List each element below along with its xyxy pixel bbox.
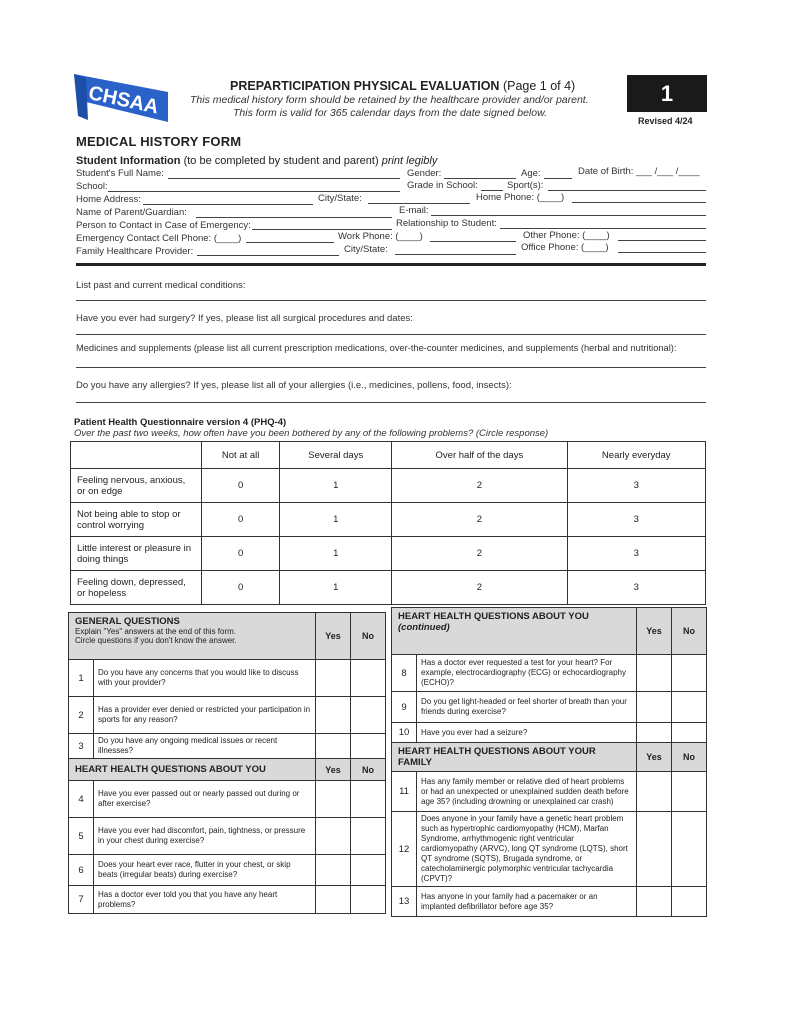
email-line[interactable] [431,215,706,216]
header-page: (Page 1 of 4) [502,79,576,93]
question-row [392,723,707,743]
no-cell[interactable] [672,772,707,812]
question-number: 13 [392,887,417,917]
question-text: Has anyone in your family had a pacemaker or an implanted defibrillator before age 35? [417,887,637,917]
no-cell[interactable] [672,723,707,743]
no-cell[interactable] [351,818,386,855]
provider-city-line[interactable] [395,254,516,255]
no-cell[interactable] [351,855,386,886]
heart-you-cont-title: HEART HEALTH QUESTIONS ABOUT YOU [398,611,589,622]
heart-family-header-row [392,743,707,772]
question-text: Has a provider ever denied or restricted your participation in sports for any reason? [94,697,316,734]
chsaa-logo [72,70,172,130]
provider-city-label: City/State: [344,244,388,255]
question-row [69,734,386,759]
question-row [392,812,707,887]
school-line[interactable] [108,191,400,192]
question-number: 7 [69,886,94,914]
question-row [69,697,386,734]
phq-response[interactable]: 0 [202,571,280,605]
age-label: Age: [521,168,541,179]
city-state-line[interactable] [368,203,470,204]
home-phone-line[interactable] [572,202,706,203]
yes-cell[interactable] [637,812,672,887]
question-row [69,855,386,886]
phq-response[interactable]: 1 [280,571,392,605]
left-questions-table [68,612,386,914]
no-cell[interactable] [672,655,707,692]
student-info-note: print legibly [381,155,438,167]
question-text: Have you ever passed out or nearly passed out during or after exercise? [94,781,316,818]
healthcare-provider-label: Family Healthcare Provider: [76,246,194,257]
yes-cell[interactable] [316,818,351,855]
no-header: No [351,613,386,660]
phq-row-label: Little interest or pleasure in doing things [71,537,202,571]
no-header: No [672,743,707,772]
city-state-label: City/State: [318,193,362,204]
relationship-line[interactable] [500,228,706,229]
general-note-1: Explain "Yes" answers at the end of this form. [75,627,237,636]
phq-col-header: Over half of the days [392,442,567,469]
form-header-title [230,79,575,93]
heart-you-cont-note: (continued) [398,622,450,633]
no-cell[interactable] [351,697,386,734]
yes-header: Yes [316,613,351,660]
question-row [392,887,707,917]
other-phone-line[interactable] [618,240,706,241]
question-text: Has any family member or relative died of heart problems or had an unexpected or unexplained sudden death before age 35? (including drowning or unexplained car crash) [417,772,637,812]
phq-col-header: Nearly everyday [567,442,706,469]
surgery-question: Have you ever had surgery? If yes, please list all surgical procedures and dates: [76,313,413,324]
yes-cell[interactable] [637,655,672,692]
no-cell[interactable] [672,692,707,723]
phq-col-header: Not at all [202,442,280,469]
yes-cell[interactable] [316,781,351,818]
work-phone-line[interactable] [430,241,516,242]
question-row [69,781,386,818]
question-row [69,886,386,914]
question-text: Have you ever had a seizure? [417,723,637,743]
yes-cell[interactable] [637,723,672,743]
no-cell[interactable] [672,812,707,887]
question-number: 2 [69,697,94,734]
right-questions-table [391,607,707,917]
yes-cell[interactable] [637,887,672,917]
sport-label: Sport(s): [507,180,544,191]
heart-you-header [69,759,316,781]
emergency-cell-label: Emergency Contact Cell Phone: (____) [76,233,242,244]
other-phone-label: Other Phone: (____) [523,230,610,241]
medical-conditions-question: List past and current medical conditions: [76,280,246,291]
yes-cell[interactable] [316,734,351,759]
heart-you-cont-header [392,608,637,655]
yes-cell[interactable] [316,660,351,697]
question-text: Has a doctor ever requested a test for your heart? For example, electrocardiography (ECG) or echocardiography (ECHO)? [417,655,637,692]
question-number: 6 [69,855,94,886]
heart-you-cont-header-row [392,608,707,655]
general-header-row [69,613,386,660]
question-text: Has a doctor ever told you that you have any heart problems? [94,886,316,914]
student-info-heading: Student Information [76,155,181,167]
question-text: Does your heart ever race, flutter in your chest, or skip beats (irregular beats) during exercise? [94,855,316,886]
question-number: 1 [69,660,94,697]
question-text: Does anyone in your family have a genetic heart problem such as hypertrophic cardiomyopathy (HCM), Marfan Syndrome, arrhythmogenic right ventricular cardiomyopathy (ARVC), long QT syndrome (LQTS), short QT syndrome (SQTS), Brugada syndrome, or catecholaminergic polymorphic ventricular tachycardia (CPVT)? [417,812,637,887]
question-number: 10 [392,723,417,743]
phq-response[interactable]: 2 [392,571,567,605]
emergency-cell-line[interactable] [246,242,334,243]
question-number: 8 [392,655,417,692]
phq-response[interactable]: 0 [202,503,280,537]
general-note-2: Circle questions if you don't know the answer. [75,636,237,645]
phq-response[interactable]: 2 [392,469,567,503]
question-number: 5 [69,818,94,855]
question-number: 12 [392,812,417,887]
phq-response[interactable]: 0 [202,469,280,503]
no-cell[interactable] [351,734,386,759]
phq-header-row [71,442,706,469]
medicines-line[interactable] [76,367,706,368]
question-row [392,692,707,723]
allergies-question: Do you have any allergies? If yes, please list all of your allergies (i.e., medicines, pollens, food, insects): [76,380,512,391]
full-name-label: Student's Full Name: [76,168,164,179]
header-subtitle-1: This medical history form should be retained by the healthcare provider and/or parent. [190,94,589,106]
phq-row [71,503,706,537]
phq-corner [71,442,202,469]
yes-cell[interactable] [637,772,672,812]
school-label: School: [76,181,108,192]
phq-title: Patient Health Questionnaire version 4 (PHQ-4) [74,417,287,428]
general-title: GENERAL QUESTIONS [75,616,180,627]
yes-header: Yes [316,759,351,781]
email-label: E-mail: [399,205,429,216]
phq-response[interactable]: 3 [567,469,706,503]
age-line[interactable] [544,178,572,179]
question-text: Have you ever had discomfort, pain, tightness, or pressure in your chest during exercise? [94,818,316,855]
grade-label: Grade in School: [407,180,478,191]
phq-row-label: Not being able to stop or control worrying [71,503,202,537]
revised-date: Revised 4/24 [638,116,693,126]
student-info-title [76,155,437,167]
question-row [69,818,386,855]
question-number: 9 [392,692,417,723]
allergies-line[interactable] [76,402,706,403]
question-text: Do you get light-headed or feel shorter of breath than your friends during exercise? [417,692,637,723]
no-cell[interactable] [351,781,386,818]
question-row [392,772,707,812]
phq-response[interactable]: 1 [280,469,392,503]
phq-response[interactable]: 1 [280,537,392,571]
heart-family-header [392,743,637,772]
no-header: No [351,759,386,781]
heart-you-title: HEART HEALTH QUESTIONS ABOUT YOU [75,764,266,775]
medicines-question: Medicines and supplements (please list all current prescription medications, over-the-counter medicines, and supplements (herbal and nutritional): [76,343,677,353]
home-address-label: Home Address: [76,194,141,205]
heart-you-header-row [69,759,386,781]
no-header: No [672,608,707,655]
form-title: MEDICAL HISTORY FORM [76,134,242,149]
phq-row-label: Feeling nervous, anxious, or on edge [71,469,202,503]
question-number: 11 [392,772,417,812]
office-phone-label: Office Phone: (____) [521,242,609,253]
parent-name-label: Name of Parent/Guardian: [76,207,187,218]
question-row [392,655,707,692]
sport-line[interactable] [548,190,706,191]
phq-response[interactable]: 1 [280,503,392,537]
section-divider [76,263,706,266]
home-address-line[interactable] [143,204,313,205]
parent-name-line[interactable] [196,217,392,218]
emergency-contact-label: Person to Contact in Case of Emergency: [76,220,251,231]
no-cell[interactable] [351,886,386,914]
phq-row [71,571,706,605]
phq-row-label: Feeling down, depressed, or hopeless [71,571,202,605]
grade-line[interactable] [481,190,503,191]
phq-row [71,537,706,571]
yes-header: Yes [637,608,672,655]
heart-family-title: HEART HEALTH QUESTIONS ABOUT YOUR FAMILY [398,746,596,768]
surgery-line[interactable] [76,334,706,335]
student-info-subtitle: (to be completed by student and parent) [183,155,379,167]
phq-response[interactable]: 2 [392,537,567,571]
form-number-badge: 1 [627,75,707,112]
general-header [69,613,316,660]
relationship-label: Relationship to Student: [396,218,497,229]
yes-cell[interactable] [637,692,672,723]
yes-cell[interactable] [316,886,351,914]
yes-cell[interactable] [316,697,351,734]
gender-label: Gender: [407,168,442,179]
full-name-line[interactable] [168,178,400,179]
gender-line[interactable] [444,178,516,179]
office-phone-line[interactable] [618,252,706,253]
phq-response[interactable]: 3 [567,503,706,537]
work-phone-label: Work Phone: (____) [338,231,423,242]
healthcare-provider-line[interactable] [197,255,339,256]
phq-row [71,469,706,503]
question-number: 3 [69,734,94,759]
question-row [69,660,386,697]
phq-response[interactable]: 3 [567,537,706,571]
home-phone-label: Home Phone: (____) [476,192,565,203]
header-subtitle-2: This form is valid for 365 calendar days from the date signed below. [233,107,547,119]
yes-header: Yes [637,743,672,772]
no-cell[interactable] [351,660,386,697]
phq-col-header: Several days [280,442,392,469]
question-text: Do you have any concerns that you would like to discuss with your provider? [94,660,316,697]
no-cell[interactable] [672,887,707,917]
question-number: 4 [69,781,94,818]
phq-response[interactable]: 0 [202,537,280,571]
emergency-contact-line[interactable] [252,229,392,230]
medical-conditions-line[interactable] [76,300,706,301]
phq-response[interactable]: 3 [567,571,706,605]
phq-subtitle: Over the past two weeks, how often have you been bothered by any of the following problems? (Circle response) [74,428,549,439]
phq-response[interactable]: 2 [392,503,567,537]
phq-table [70,441,706,605]
dob-label[interactable]: Date of Birth: ___ /___ /____ [578,166,700,177]
yes-cell[interactable] [316,855,351,886]
logo-text: CHSAA [86,82,161,119]
header-title: PREPARTICIPATION PHYSICAL EVALUATION [230,79,500,93]
question-text: Do you have any ongoing medical issues or recent illnesses? [94,734,316,759]
